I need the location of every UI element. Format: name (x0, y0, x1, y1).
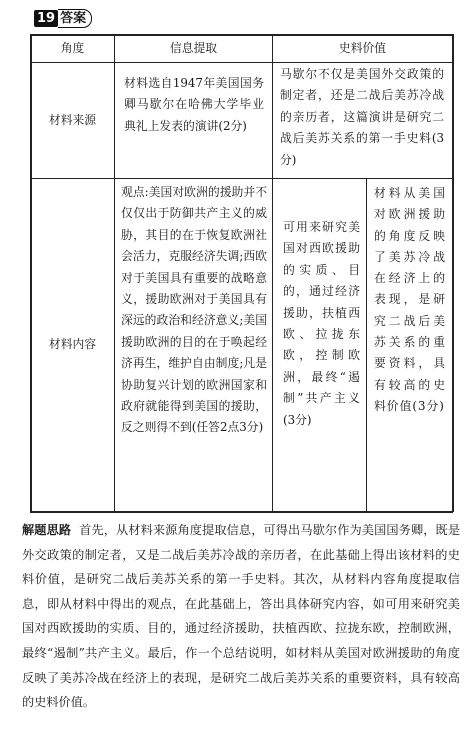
row-content-info: 观点:美国对欧洲的援助并不仅仅出于防御共产主义的威胁，其目的在于恢复欧洲社会活力，克服经济失调;西欧对于美国具有重要的战略意义，援助欧洲对于美国具有深远的政治和经济意义;美国援助欧洲的目的在于唤起经济再生，维护自由制度;凡是协助复兴计划的欧洲国家和政府就能得到美国的援助，反之则得不到(任答2点3分) (121, 185, 267, 435)
row-source-value: 马歇尔不仅是美国外交政策的制定者，还是二战后美苏冷战的亲历者，这篇演讲是研究二战后美苏关系的第一手史料(3分) (280, 67, 444, 167)
header-angle: 角度 (60, 40, 85, 55)
row-content-value-research: 可用来研究美国对西欧援助的实质、目的，通过经济援助，扶植西欧、拉拢东欧，控制欧洲，最终“遏制”共产主义(3分) (283, 220, 360, 427)
header-value: 史料价值 (338, 40, 387, 55)
question-number-badge: 19 (34, 10, 58, 27)
col-divider-3 (366, 178, 367, 512)
col-divider-1 (114, 34, 115, 512)
row-content-angle: 材料内容 (48, 337, 97, 352)
col-divider-2 (272, 34, 273, 512)
answer-label: 答案 (58, 9, 92, 28)
table-bottom-border (30, 511, 453, 513)
row-source-info: 材料选自1947年美国国务卿马歇尔在哈佛大学毕业典礼上发表的演讲(2分) (124, 76, 264, 133)
header-info: 信息提取 (169, 40, 218, 55)
table-right-border (452, 34, 454, 512)
row-source-angle: 材料来源 (48, 112, 97, 127)
analysis-label: 解题思路 (22, 523, 72, 537)
row-content-value-significance: 材料从美国对欧洲援助的角度反映了美苏冷战在经济上的表现，是研究二战后美苏关系的重要资料，具有较高的史料价值(3分) (374, 186, 446, 413)
solution-analysis (22, 518, 460, 715)
answer-header (34, 10, 92, 27)
analysis-text: 首先，从材料来源角度提取信息，可得出马歇尔作为美国国务卿，既是外交政策的制定者，又是二战后美苏冷战的亲历者，在此基础上得出该材料的史料价值，是研究二战后美苏关系的第一手史料。其次，从材料内容角度提取信息，即从材料中得出的观点，在此基础上，答出具体研究内容，如可用来研究美国对西欧援助的实质、目的，通过经济援助，扶植西欧、拉拢东欧，控制欧洲，最终“遏制”共产主义。最后，作一个总结说明，如材料从美国对欧洲援助的角度反映了美苏冷战在经济上的表现，是研究二战后美苏关系的重要资料，具有较高的史料价值。 (22, 523, 461, 710)
